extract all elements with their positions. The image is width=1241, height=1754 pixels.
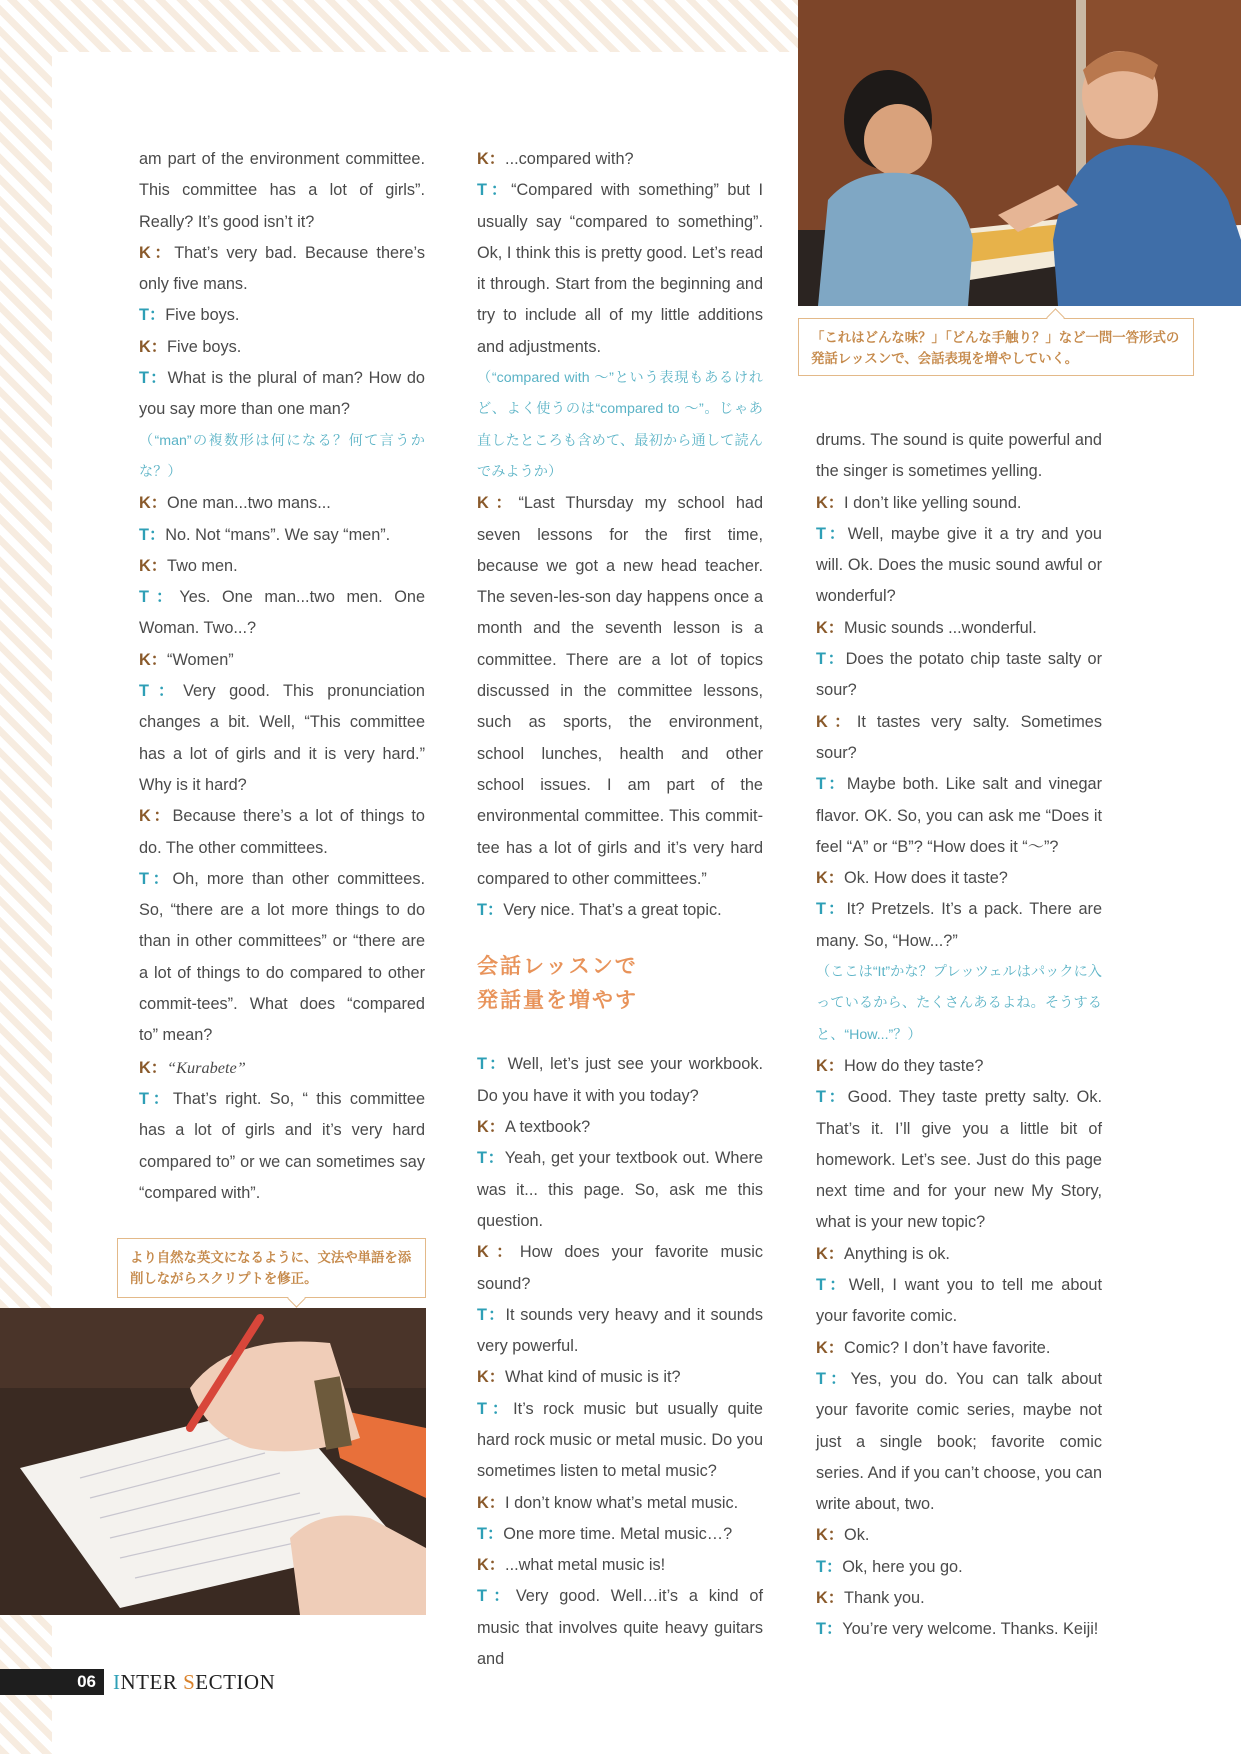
japanese-translation: （“man”の複数形は何になる？何て言うかな？） bbox=[139, 432, 425, 480]
dialogue-line: K：How do they taste? bbox=[816, 1056, 984, 1075]
dialogue-line: K：I don’t like yelling sound. bbox=[816, 493, 1022, 512]
dialogue-line: T：That’s right. So, “ this committee has a lot of girls and it’s very hard compared to” or we can sometimes say “compared with”. bbox=[139, 1089, 425, 1202]
dialogue-line: T：Does the potato chip taste salty or sour? bbox=[816, 650, 1103, 700]
dialogue-line: K：That’s very bad. Because there’s only five mans. bbox=[139, 243, 425, 294]
dialogue-line: T：Very nice. That’s a great topic. bbox=[477, 901, 722, 920]
dialogue-line: K：How does your favorite music sound? bbox=[477, 1243, 763, 1293]
dialogue-line: T：It? Pretzels. It’s a pack. There are many. So, “How...?” bbox=[816, 900, 1102, 950]
dialogue-line: K：Anything is ok. bbox=[816, 1244, 950, 1263]
page-footer bbox=[0, 1669, 300, 1695]
dialogue-line: T：Well, maybe give it a try and you will. Ok. Does the music sound awful or wonderful? bbox=[816, 524, 1102, 606]
caption-text: より自然な英文になるように、文法や単語を添削しながらスクリプトを修正。 bbox=[130, 1250, 412, 1286]
dialogue-line: T：What is the plural of man? How do you say more than one man? bbox=[139, 369, 425, 419]
dialogue-line: K：Two men. bbox=[139, 556, 238, 575]
magazine-brand: INTER SECTION bbox=[113, 1670, 276, 1694]
dialogue-line: T：Very good. This pronunciation changes a bit. Well, “This committee has a lot of girls and it is very hard.” Why is it hard? bbox=[139, 682, 425, 794]
dialogue-line: K：It tastes very salty. Sometimes sour? bbox=[816, 712, 1102, 762]
dialogue-line: T：Yes, you do. You can talk about your favorite comic series, maybe not just a single book; favorite comic series. And if you can’t choose, you can write about, two. bbox=[816, 1369, 1102, 1514]
japanese-translation: （“compared with 〜”という表現もあるけれど、よく使うのは“compared to 〜”。じゃあ直したところも含めて、最初から通して読んでみようか） bbox=[477, 370, 763, 480]
dialogue-line: T：Very good. Well…it’s a kind of music that involves quite heavy guitars and bbox=[477, 1587, 763, 1669]
dialogue-line: T：No. Not “mans”. We say “men”. bbox=[139, 525, 391, 544]
text-column-1 bbox=[139, 144, 425, 1209]
dialogue-line: K：Ok. bbox=[816, 1526, 870, 1545]
text-column-3 bbox=[816, 425, 1102, 1646]
dialogue-line: T：Well, let’s just see your workbook. Do you have it with you today? bbox=[477, 1055, 764, 1105]
photo-caption-top bbox=[798, 318, 1194, 376]
dialogue-line: K：...what metal music is! bbox=[477, 1556, 666, 1575]
dialogue-line: T：Good. They taste pretty salty. Ok. That’s it. I’ll give you a little bit of homework. Let’s see. Just do this page next time and for your new My Story, what is your new topic? bbox=[816, 1088, 1102, 1232]
japanese-translation: （ここは“It”かな？プレッツェルはパックに入っているから、たくさんあるよね。そうすると、“How...”？） bbox=[816, 964, 1102, 1043]
dialogue-line: T：Five boys. bbox=[139, 306, 240, 325]
dialogue-line: K：Five boys. bbox=[139, 337, 242, 356]
dialogue-line: T：Yeah, get your textbook out. Where was it... this page. So, ask me this question. bbox=[477, 1149, 763, 1230]
dialogue-line: K：A textbook? bbox=[477, 1118, 591, 1137]
dialogue-line: K：I don’t know what’s metal music. bbox=[477, 1493, 739, 1512]
dialogue-line: K：Thank you. bbox=[816, 1588, 925, 1607]
dialogue-line: T：Yes. One man...two men. One Woman. Two...? bbox=[139, 588, 426, 638]
dialogue-line: T：Well, I want you to tell me about your favorite comic. bbox=[816, 1276, 1103, 1326]
dialogue-line: T：You’re very welcome. Thanks. Keiji! bbox=[816, 1620, 1099, 1639]
dialogue-line: K：“Last Thursday my school had seven lessons for the first time, because we got a new head teacher. The seven-les-son day happens once a month and the seventh lesson is a committee. There are a lot of topics discussed in the committee lessons, such as sports, the environment, school lunches, health and other school issues. I am part of the environmental committee. This commit-tee has a lot of girls and it’s very hard compared to other committees.” bbox=[477, 494, 764, 888]
dialogue-line: K：“Kurabete” bbox=[139, 1057, 246, 1077]
section-heading: 会話レッスンで 発話量を増やす bbox=[477, 955, 638, 1013]
dialogue-line: K：“Women” bbox=[139, 650, 234, 669]
caption-text: 「これはどんな味？」「どんな手触り？」など一問一答形式の発話レッスンで、会話表現を増やしていく。 bbox=[811, 330, 1180, 366]
page-number: 06 bbox=[0, 1669, 104, 1695]
dialogue-line: T：Oh, more than other committees. So, “there are a lot more things to do than in other committees” or “there are a lot of things to do compared to other commit-tees”. What does “compared to” mean? bbox=[139, 869, 425, 1045]
dialogue-line: K：...compared with? bbox=[477, 150, 634, 168]
dialogue-line: drums. The sound is quite powerful and the singer is sometimes yelling. bbox=[816, 431, 1102, 481]
dialogue-line: T：Ok, here you go. bbox=[816, 1557, 963, 1576]
dialogue-line: K：Ok. How does it taste? bbox=[816, 869, 1008, 888]
dialogue-line: K：One man...two mans... bbox=[139, 494, 331, 513]
dialogue-line: T：One more time. Metal music…? bbox=[477, 1524, 733, 1543]
text-column-2 bbox=[477, 144, 763, 1675]
dialogue-line: K：Because there’s a lot of things to do. The other committees. bbox=[139, 807, 425, 857]
dialogue-line: T：“Compared with something” but I usually say “compared to something”. Ok, I think this is pretty good. Let’s read it through. Start from the beginning and try to include all of my little additions and adjustments. bbox=[477, 181, 763, 356]
photo-caption-bottom bbox=[117, 1238, 426, 1298]
dialogue-line: T：It’s rock music but usually quite hard rock music or metal music. Do you sometimes listen to metal music? bbox=[477, 1399, 763, 1481]
dialogue-line: T：Maybe both. Like salt and vinegar flavor. OK. So, you can ask me “Does it feel “A” or “B”? “How does it “〜”? bbox=[816, 775, 1102, 856]
lesson-photo-top bbox=[798, 0, 1241, 306]
dialogue-line: am part of the environment committee. This committee has a lot of girls”. Really? It’s good isn’t it? bbox=[139, 150, 425, 231]
dialogue-line: K：Comic? I don’t have favorite. bbox=[816, 1338, 1051, 1357]
writing-photo bbox=[0, 1308, 426, 1615]
dialogue-line: K：Music sounds ...wonderful. bbox=[816, 618, 1037, 637]
dialogue-line: T：It sounds very heavy and it sounds very powerful. bbox=[477, 1305, 763, 1356]
dialogue-line: K：What kind of music is it? bbox=[477, 1368, 681, 1387]
